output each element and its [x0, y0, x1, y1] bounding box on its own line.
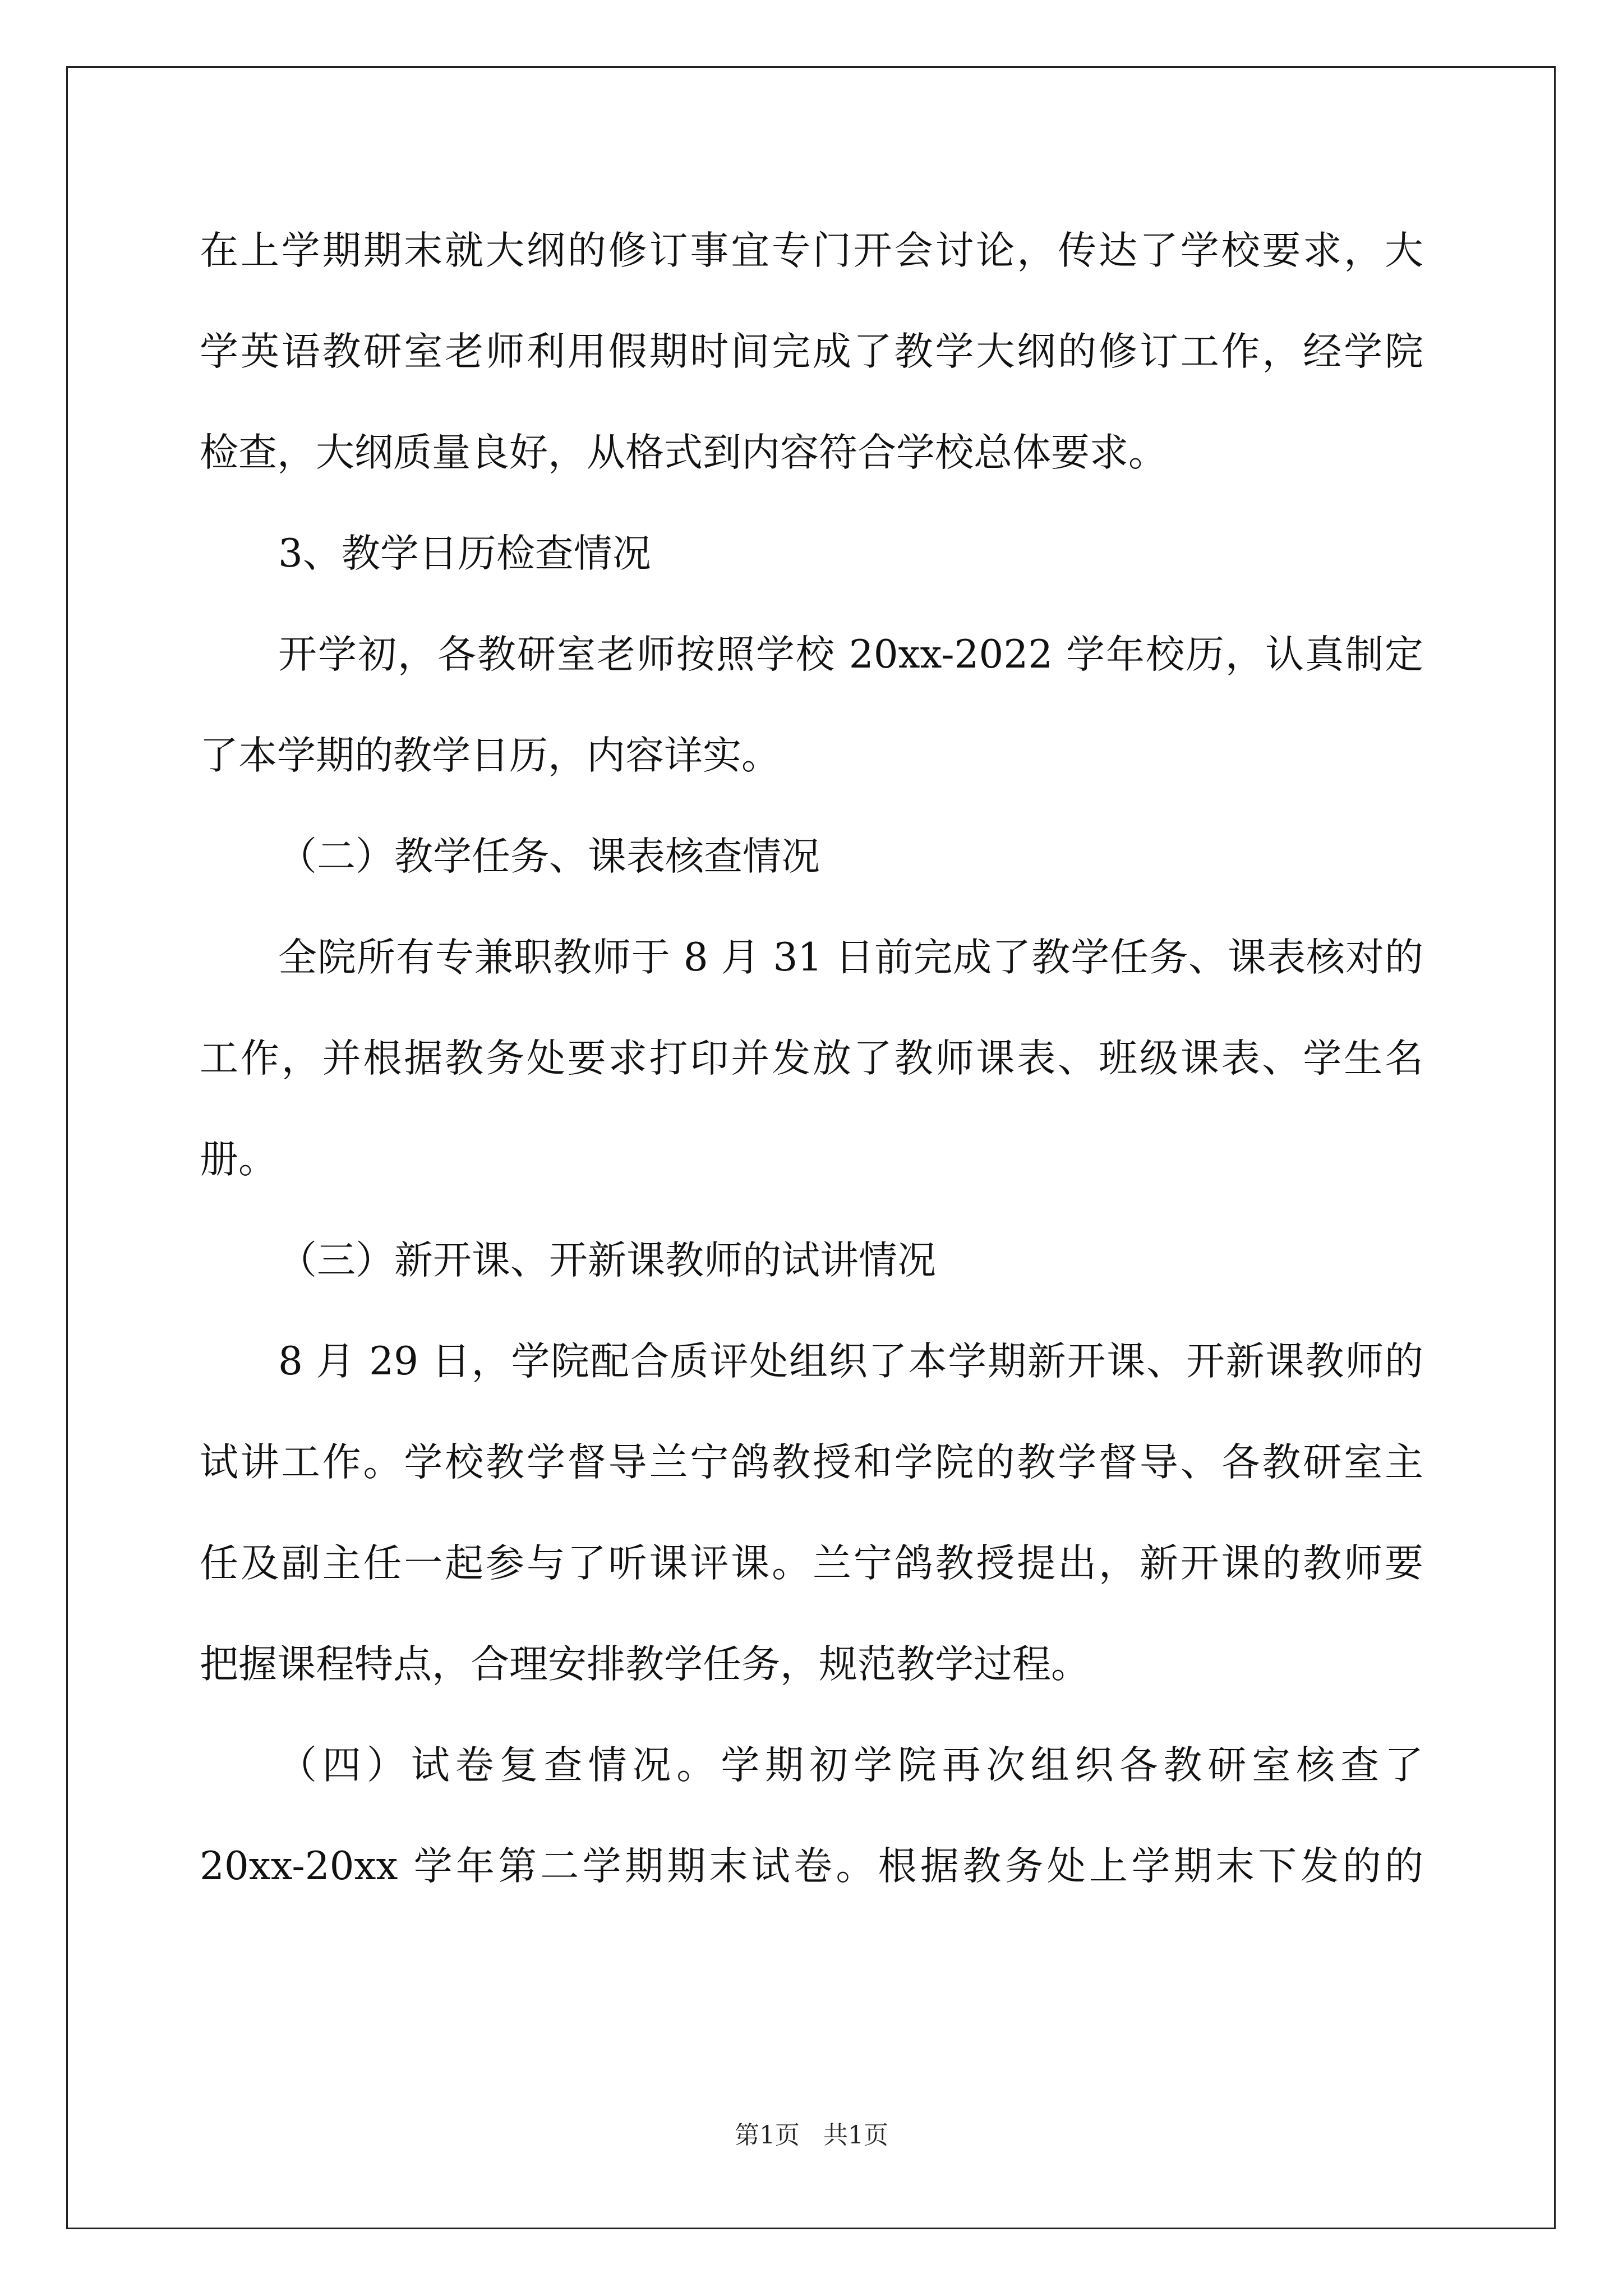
paragraph-line: 在上学期期末就大纲的修订事宜专门开会讨论，传达了学校要求，大 [200, 228, 1423, 273]
section-heading: （二）教学任务、课表核查情况 [278, 834, 820, 879]
section-heading: 3、教学日历检查情况 [278, 531, 651, 576]
paragraph-line: 检查，大纲质量良好，从格式到内容符合学校总体要求。 [200, 430, 1167, 475]
paragraph-line: 学英语教研室老师利用假期时间完成了教学大纲的修订工作，经学院 [200, 329, 1423, 374]
paragraph-line: 试讲工作。学校教学督导兰宁鸽教授和学院的教学督导、各教研室主 [200, 1440, 1423, 1485]
paragraph-line: 了本学期的教学日历，内容详实。 [200, 733, 780, 778]
paragraph-line: 8 月 29 日，学院配合质评处组织了本学期新开课、开新课教师的 [278, 1339, 1423, 1384]
section-heading: （三）新开课、开新课教师的试讲情况 [278, 1238, 936, 1283]
paragraph-line: 工作，并根据教务处要求打印并发放了教师课表、班级课表、学生名 [200, 1036, 1423, 1081]
paragraph-line: 20xx-20xx 学年第二学期期末试卷。根据教务处上学期末下发的的 [200, 1844, 1423, 1889]
paragraph-line: 把握课程特点，合理安排教学任务，规范教学过程。 [200, 1642, 1090, 1687]
paragraph-line: 开学初，各教研室老师按照学校 20xx-2022 学年校历，认真制定 [278, 632, 1423, 677]
page-footer: 第1页 共1页 [735, 2121, 888, 2150]
paragraph-line: 全院所有专兼职教师于 8 月 31 日前完成了教学任务、课表核对的 [278, 935, 1423, 980]
page-border [66, 66, 1556, 2229]
paragraph-line: 册。 [200, 1137, 277, 1182]
paragraph-line: （四）试卷复查情况。学期初学院再次组织各教研室核查了 [278, 1743, 1423, 1788]
paragraph-line: 任及副主任一起参与了听课评课。兰宁鸽教授提出，新开课的教师要 [200, 1541, 1423, 1586]
